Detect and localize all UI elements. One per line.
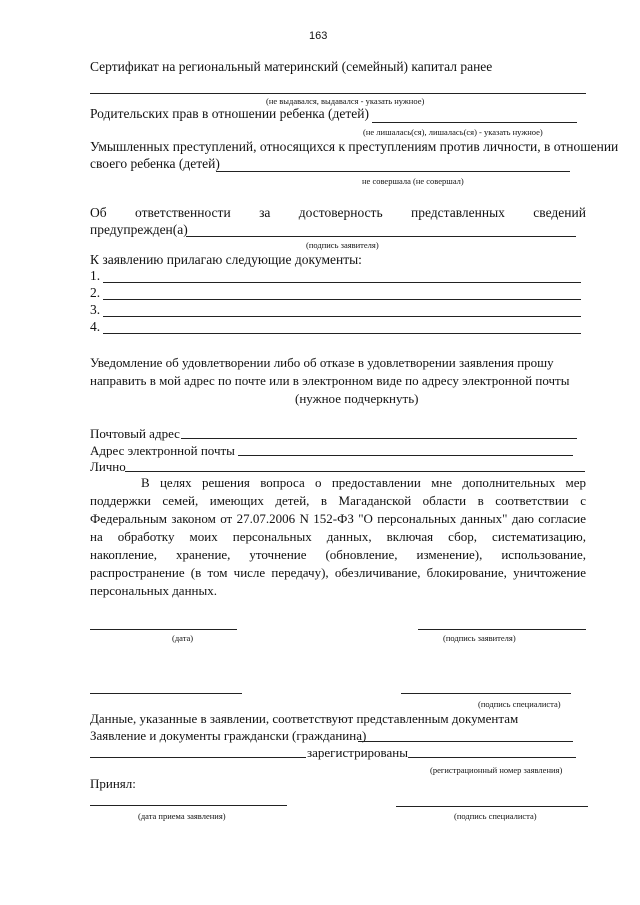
personal-field[interactable] bbox=[125, 471, 585, 472]
acceptance-specialist-field[interactable] bbox=[396, 806, 588, 807]
postal-address-label: Почтовый адрес bbox=[90, 426, 180, 441]
applicant-signature-field[interactable] bbox=[418, 629, 586, 630]
word-3: за bbox=[259, 205, 271, 220]
applicant-name-field[interactable] bbox=[358, 741, 573, 742]
crimes-line1: Умышленных преступлений, относящихся к преступлениям против личности, в отношении bbox=[90, 139, 619, 154]
crimes-field[interactable] bbox=[216, 171, 570, 172]
accepted-label: Принял: bbox=[90, 776, 136, 791]
applicant-signature-hint: (подпись заявителя) bbox=[443, 633, 516, 643]
date-hint: (дата) bbox=[172, 633, 194, 643]
consent-line7: персональных данных. bbox=[90, 583, 217, 598]
attachment-field-1[interactable] bbox=[103, 282, 581, 283]
registration-line1: Данные, указанные в заявлении, соответствуют представленным документам bbox=[90, 711, 519, 726]
crimes-hint: не совершала (не совершал) bbox=[362, 176, 464, 186]
notice-line1: Уведомление об удовлетворении либо об отказе в удовлетворении заявления прошу bbox=[90, 355, 554, 370]
registered-label: зарегистрированы bbox=[307, 745, 408, 760]
crimes-line2: своего ребенка (детей) bbox=[90, 156, 220, 171]
attachment-item-4: 4. bbox=[90, 319, 101, 334]
attachments-label: К заявлению прилагаю следующие документы: bbox=[90, 252, 362, 267]
word-2: ответственности bbox=[135, 205, 231, 220]
certificate-label: Сертификат на региональный материнский (семейный) капитал ранее bbox=[90, 59, 493, 74]
consent-line4: на обработку моих персональных данных, включая сбор, систематизацию, bbox=[90, 529, 586, 544]
responsibility-hint: (подпись заявителя) bbox=[306, 240, 379, 250]
notice-line2: направить в мой адрес по почте или в электронном виде по адресу электронной почты bbox=[90, 373, 570, 388]
email-address-field[interactable] bbox=[238, 455, 573, 456]
attachment-item-3: 3. bbox=[90, 302, 101, 317]
consent-line2: поддержки семей, имеющих детей, в Магаданской области в соответствии с bbox=[90, 493, 586, 508]
consent-line1: В целях решения вопроса о предоставлении мне дополнительных мер bbox=[141, 475, 586, 490]
registration-line2: Заявление и документы граждански (гражданина) bbox=[90, 728, 367, 743]
parental-rights-hint: (не лишалась(ся), лишалась(ся) - указать нужное) bbox=[363, 127, 543, 137]
certificate-field[interactable] bbox=[90, 93, 586, 94]
attachment-item-1: 1. bbox=[90, 268, 101, 283]
date-field[interactable] bbox=[90, 629, 237, 630]
attachment-field-4[interactable] bbox=[103, 333, 581, 334]
consent-line5: накопление, хранение, уточнение (обновление, изменение), использование, bbox=[90, 547, 586, 562]
acceptance-date-hint: (дата приема заявления) bbox=[138, 811, 226, 821]
acceptance-date-field[interactable] bbox=[90, 805, 287, 806]
responsibility-line2: предупрежден(а) bbox=[90, 222, 188, 237]
registration-number-hint: (регистрационный номер заявления) bbox=[430, 765, 563, 775]
attachment-field-2[interactable] bbox=[103, 299, 581, 300]
parental-rights-field[interactable] bbox=[372, 122, 577, 123]
word-1: Об bbox=[90, 205, 107, 220]
attachment-field-3[interactable] bbox=[103, 316, 581, 317]
specialist-left-field[interactable] bbox=[90, 693, 242, 694]
certificate-hint: (не выдавался, выдавался - указать нужное) bbox=[266, 96, 425, 106]
responsibility-line1 bbox=[90, 205, 586, 221]
responsibility-signature-field[interactable] bbox=[186, 236, 576, 237]
postal-address-field[interactable] bbox=[181, 438, 577, 439]
notice-line3: (нужное подчеркнуть) bbox=[295, 391, 419, 406]
page-number: 163 bbox=[309, 30, 328, 42]
email-address-label: Адрес электронной почты bbox=[90, 443, 235, 458]
consent-line3: Федеральным законом от 27.07.2006 N 152-ФЗ "О персональных данных" даю согласие bbox=[90, 511, 586, 526]
registration-left-field[interactable] bbox=[90, 757, 306, 758]
specialist-signature-field[interactable] bbox=[401, 693, 571, 694]
personal-label: Лично bbox=[90, 459, 126, 474]
consent-line6: распространение (в том числе передачу), обезличивание, блокирование, уничтожение bbox=[90, 565, 586, 580]
attachment-item-2: 2. bbox=[90, 285, 101, 300]
word-5: представленных bbox=[411, 205, 505, 220]
parental-rights-label: Родительских прав в отношении ребенка (детей) bbox=[90, 106, 369, 121]
acceptance-specialist-hint: (подпись специалиста) bbox=[454, 811, 537, 821]
registration-number-field[interactable] bbox=[408, 757, 576, 758]
word-4: достоверность bbox=[298, 205, 383, 220]
word-6: сведений bbox=[533, 205, 586, 220]
specialist-signature-hint: (подпись специалиста) bbox=[478, 699, 561, 709]
